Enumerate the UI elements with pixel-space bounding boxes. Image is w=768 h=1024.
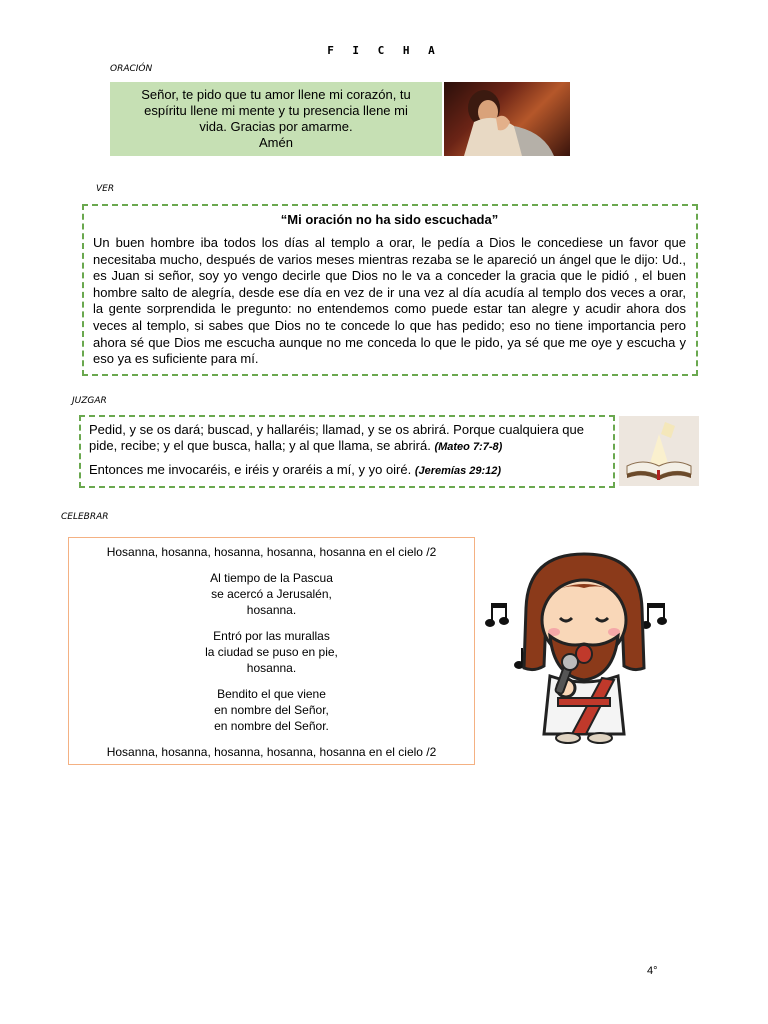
song-line: Bendito el que viene: [217, 687, 326, 701]
song-stanza: [69, 628, 474, 676]
open-bible-illustration: [619, 416, 699, 486]
prayer-line: Señor, te pido que tu amor llene mi corazón, tu: [141, 87, 411, 102]
song-line: en nombre del Señor.: [214, 719, 329, 733]
verse-reference: (Mateo 7:7-8): [434, 441, 503, 453]
song-line: Al tiempo de la Pascua: [210, 571, 333, 585]
song-chorus: Hosanna, hosanna, hosanna, hosanna, hosanna en el cielo /2: [106, 545, 437, 559]
song-line: hosanna.: [246, 603, 297, 617]
praying-jesus-illustration: [444, 82, 570, 156]
song-chorus-end: Hosanna, hosanna, hosanna, hosanna, hosanna en el cielo /2: [106, 745, 437, 759]
song-line: Entró por las murallas: [213, 629, 330, 643]
page-number: 4°: [647, 965, 658, 977]
open-bible-image: [619, 416, 699, 486]
prayer-line: espíritu llene mi mente y tu presencia llene mi: [144, 103, 408, 118]
prayer-line: Amén: [259, 135, 293, 150]
story-text: Un buen hombre iba todos los días al templo a orar, le pedía a Dios le concediese un favor que necesitaba mucho, después de varios meses mientras rezaba se le apareció un ángel que le dijo: Ud., es Juan si señor, soy yo vengo decirle que Dios no le va a conceder la gracia que le pidió , el buen hombre salto de alegría, desde ese día en vez de ir una vez al día acudía al templo dos veces a orar, la gente sorprendida le pregunto: no entendemos como puede estar tan alegre y acudir ahora dos veces al templo, si sabes que Dios no te concede lo que has pedido; eso no tiene importancia pero ahora sé que Dios me escucha aunque no me conceda lo que le pido, ya sé que me oye y escucha y eso ya es suficiente para mí.: [93, 235, 686, 367]
section-label-juzgar: JUZGAR: [72, 396, 107, 406]
song-stanza: [69, 686, 474, 734]
verse-text: Pedid, y se os dará; buscad, y hallaréis; llamad, y se os abrirá. Porque cualquiera que pide, recibe; y el que busca, halla; y al que llama, se abrirá.: [89, 422, 584, 453]
section-label-oracion: ORACIÓN: [110, 64, 153, 74]
praying-jesus-image: [444, 82, 570, 156]
verse-reference: (Jeremías 29:12): [414, 465, 502, 477]
singing-jesus-image: [484, 548, 684, 748]
song-stanza: [69, 570, 474, 618]
prayer-box: [110, 82, 442, 156]
section-label-ver: VER: [96, 184, 115, 194]
scripture-verse-1: [89, 422, 605, 455]
song-box: [68, 537, 475, 765]
song-line: en nombre del Señor,: [214, 703, 329, 717]
story-box: [82, 204, 698, 376]
prayer-line: vida. Gracias por amarme.: [199, 119, 353, 134]
story-title: “Mi oración no ha sido escuchada”: [280, 212, 499, 227]
song-line: la ciudad se puso en pie,: [205, 645, 338, 659]
verse-text: Entonces me invocaréis, e iréis y oraréis a mí, y yo oiré.: [89, 462, 412, 477]
section-label-celebrar: CELEBRAR: [61, 512, 109, 522]
singing-jesus-illustration: [484, 548, 684, 748]
scripture-box: [79, 415, 615, 488]
song-line: se acercó a Jerusalén,: [211, 587, 332, 601]
page-title: F I C H A: [327, 44, 441, 57]
song-line: hosanna.: [246, 661, 297, 675]
scripture-verse-2: [89, 462, 605, 479]
